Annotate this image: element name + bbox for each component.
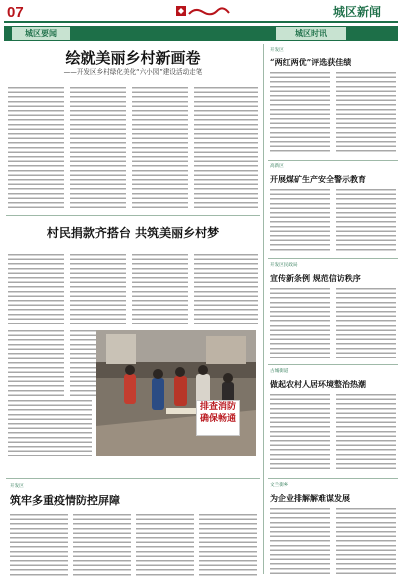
sidebar-divider: [268, 364, 398, 365]
second-article-title: 村民捐款齐搭台 共筑美丽乡村梦: [46, 226, 220, 240]
lead-article-title: 绘就美丽乡村新画卷: [65, 49, 201, 67]
lead-article-column: [8, 87, 64, 208]
sidebar-title: 为企业排解解难谋发展: [270, 493, 350, 503]
newspaper-logo: [175, 3, 231, 16]
lead-article-column: [194, 87, 258, 208]
sidebar-title: 开展煤矿生产安全警示教育: [270, 174, 366, 184]
bottom-article-column: [199, 514, 257, 576]
tab-city-news[interactable]: 城区要闻: [12, 27, 70, 40]
section-title: 城区新闻: [333, 5, 382, 19]
header-rule: [4, 21, 398, 23]
sidebar-divider: [268, 160, 398, 161]
lead-article-subtitle: ——开发区乡村绿化美化“六小园”建设活动走笔: [63, 68, 203, 76]
sidebar-column: [270, 394, 330, 472]
second-article-column: [8, 330, 64, 396]
sidebar-kicker: 高新区: [270, 164, 284, 169]
sidebar-column: [270, 508, 330, 574]
article-divider: [6, 478, 260, 479]
sidebar-divider: [268, 258, 398, 259]
article-photo: [96, 330, 256, 456]
bottom-article-kicker: 开发区: [10, 484, 24, 489]
second-article-column: [194, 254, 258, 324]
sidebar-column: [336, 394, 396, 472]
sidebar-column: [336, 288, 396, 358]
sidebar-kicker: 古城街道: [270, 369, 289, 374]
sidebar-column: [336, 72, 396, 152]
second-article-column: [70, 254, 126, 324]
sidebar-column: [336, 508, 396, 574]
sidebar-kicker: 开发区: [270, 48, 284, 53]
column-divider: [263, 44, 264, 574]
bottom-article-column: [136, 514, 194, 576]
lead-article-column: [132, 87, 188, 208]
sidebar-title: 宣传新条例 规范信访秩序: [270, 273, 361, 283]
article-divider: [6, 215, 260, 216]
second-article-column: [8, 254, 64, 324]
second-article-column: [132, 254, 188, 324]
pull-quote: [196, 400, 240, 436]
sidebar-kicker: 开发区民政局: [270, 263, 298, 268]
bottom-article-column: [73, 514, 131, 576]
sidebar-column: [270, 72, 330, 152]
sidebar-column: [270, 189, 330, 252]
tab-city-briefs[interactable]: 城区时讯: [276, 27, 346, 40]
bottom-article-title: 筑牢多重疫情防控屏障: [10, 494, 120, 507]
sidebar-column: [270, 288, 330, 358]
sidebar-column: [336, 189, 396, 252]
pull-quote-line: 确保畅通: [199, 414, 236, 424]
lead-article-column: [70, 87, 126, 208]
bottom-article-column: [10, 514, 68, 576]
pull-quote-line: 排查消防: [199, 402, 236, 412]
sidebar-title: 做起农村人居环境整治热潮: [270, 379, 366, 389]
sidebar-kicker: 文兰街乡: [270, 483, 289, 488]
page-number: 07: [7, 4, 24, 21]
sidebar-divider: [268, 478, 398, 479]
sidebar-title: “两红两优”评选获佳绩: [270, 57, 352, 67]
second-article-column: [8, 400, 92, 456]
